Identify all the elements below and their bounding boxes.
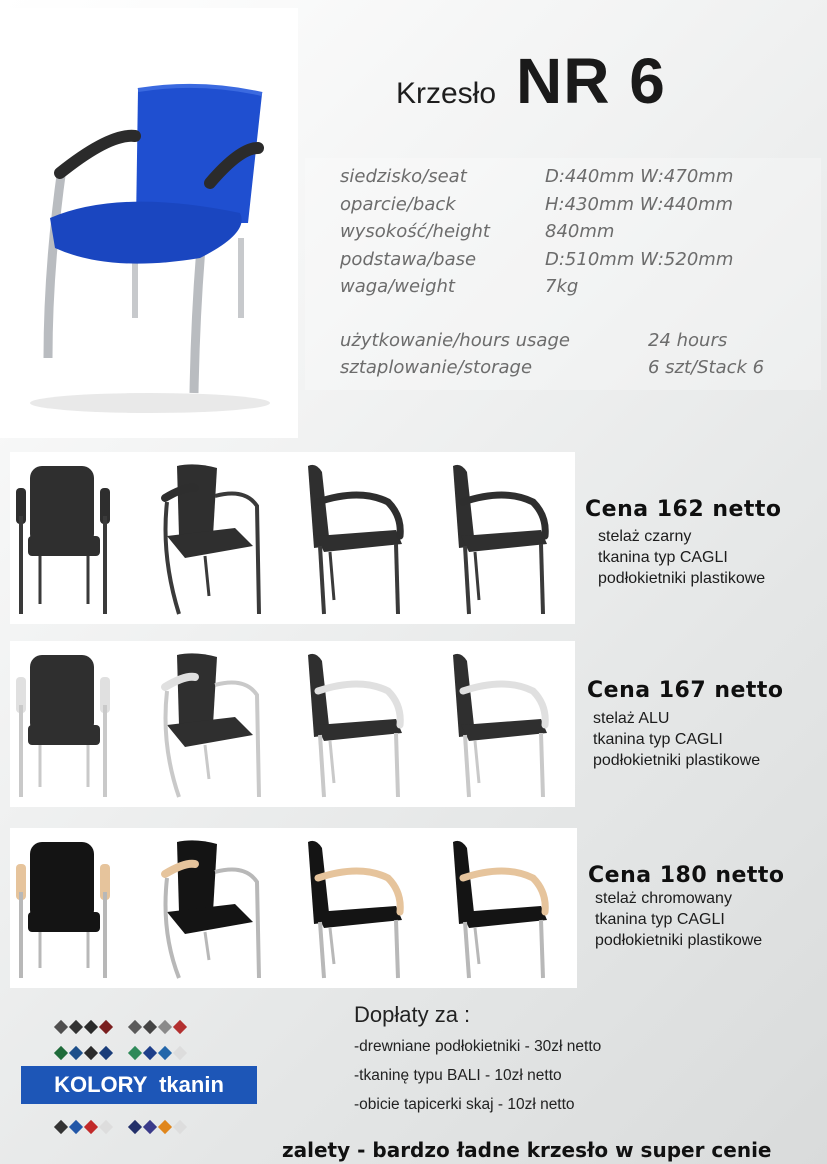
hero-chair-image xyxy=(0,8,298,438)
spec-value: D:440mm W:470mm xyxy=(545,166,734,187)
extras-item: -drewniane podłokietniki - 30zł netto xyxy=(354,1038,602,1055)
chair-view xyxy=(308,841,402,978)
color-swatch xyxy=(173,1046,187,1060)
chair-view xyxy=(16,655,110,797)
usage-label: sztaplowanie/storage xyxy=(340,357,533,378)
chair-armrest xyxy=(318,871,400,912)
detail-line: tkanina typ CAGLI xyxy=(593,731,723,748)
variant-chairs-3 xyxy=(10,828,577,988)
chair-backrest xyxy=(177,653,217,725)
title-model: NR 6 xyxy=(516,45,666,117)
chair-leg xyxy=(541,544,543,614)
chair-leg xyxy=(475,928,479,964)
variant-chairs-2 xyxy=(10,641,575,807)
chair-leg xyxy=(320,546,324,614)
hero-frame xyxy=(48,168,62,358)
usage-value: 6 szt/Stack 6 xyxy=(648,357,765,378)
spec-label: wysokość/height xyxy=(340,221,490,242)
variant-strip-3 xyxy=(10,828,577,988)
chair-leg xyxy=(330,928,334,964)
chair-frame xyxy=(166,502,180,614)
chair-backrest xyxy=(30,842,94,922)
chair-leg xyxy=(330,741,334,783)
variant-chairs-1 xyxy=(10,452,575,624)
detail-line: podłokietniki plastikowe xyxy=(593,752,761,769)
extras-item: -obicie tapicerki skaj - 10zł netto xyxy=(354,1096,575,1113)
detail-line: tkanina typ CAGLI xyxy=(598,549,728,566)
color-swatch xyxy=(173,1120,187,1134)
chair-view xyxy=(308,465,402,614)
spec-label: podstawa/base xyxy=(340,249,477,270)
chair-view xyxy=(453,465,547,614)
variant-strip-1 xyxy=(10,452,575,624)
chair-seat xyxy=(461,719,547,741)
chair-seat xyxy=(28,536,100,556)
spec-label: waga/weight xyxy=(340,276,455,297)
chair-leg xyxy=(320,735,324,797)
chair-frame xyxy=(166,878,180,978)
detail-line: stelaż ALU xyxy=(593,710,670,727)
usage-value: 24 hours xyxy=(648,330,728,351)
color-swatch xyxy=(158,1046,172,1060)
chair-leg xyxy=(205,556,209,596)
chair-backrest xyxy=(177,464,217,536)
hero-chair-illustration xyxy=(0,8,298,438)
chair-view xyxy=(16,466,110,614)
detail-line: tkanina typ CAGLI xyxy=(595,911,725,928)
usage-label: użytkowanie/hours usage xyxy=(340,330,570,351)
color-swatch xyxy=(143,1020,157,1034)
chair-leg xyxy=(396,733,398,797)
color-swatch xyxy=(84,1120,98,1134)
chair-frame xyxy=(166,691,180,797)
chair-leg xyxy=(465,922,469,978)
spec-value: 840mm xyxy=(545,221,615,242)
chair-seat xyxy=(316,719,402,741)
chair-leg xyxy=(465,735,469,797)
chair-leg xyxy=(320,922,324,978)
price-2: Cena 167 netto xyxy=(587,678,784,703)
chair-view xyxy=(308,654,402,797)
color-swatch xyxy=(128,1120,142,1134)
chair-armrest xyxy=(463,495,545,536)
color-swatch xyxy=(143,1046,157,1060)
chair-leg xyxy=(475,741,479,783)
chair-frame xyxy=(215,494,259,614)
hero-leg xyxy=(238,238,244,318)
color-swatch xyxy=(143,1120,157,1134)
spec-value: 7kg xyxy=(545,276,579,297)
price-3: Cena 180 netto xyxy=(588,863,785,888)
chair-view xyxy=(453,841,547,978)
color-swatch xyxy=(158,1020,172,1034)
swatch-row xyxy=(56,1122,185,1132)
spec-label: siedzisko/seat xyxy=(340,166,467,187)
chair-leg xyxy=(475,552,479,600)
chair-leg xyxy=(330,552,334,600)
chair-leg xyxy=(205,745,209,779)
footer-tagline: zalety - bardzo ładne krzesło w super cenie xyxy=(282,1138,772,1162)
detail-line: podłokietniki plastikowe xyxy=(598,570,766,587)
extras-item: -tkaninę typu BALI - 10zł netto xyxy=(354,1067,562,1084)
chair-leg xyxy=(541,733,543,797)
extras-title: Dopłaty za : xyxy=(354,1002,471,1027)
chair-seat xyxy=(28,725,100,745)
variant-3-details xyxy=(595,888,762,951)
color-swatch xyxy=(84,1046,98,1060)
color-swatch xyxy=(128,1046,142,1060)
hero-leg xyxy=(132,258,138,318)
page-title xyxy=(396,44,666,117)
color-swatch xyxy=(69,1046,83,1060)
detail-line: stelaż czarny xyxy=(598,528,692,545)
color-swatch xyxy=(54,1120,68,1134)
chair-seat xyxy=(316,906,402,928)
chair-view xyxy=(165,464,259,614)
chair-backrest xyxy=(177,840,217,912)
spec-panel xyxy=(305,158,821,390)
color-swatch xyxy=(84,1020,98,1034)
chair-view xyxy=(165,653,259,797)
color-swatch xyxy=(69,1120,83,1134)
chair-view xyxy=(165,840,259,978)
chair-seat xyxy=(316,530,402,552)
chair-leg xyxy=(205,932,209,960)
title-small: Krzesło xyxy=(396,77,497,110)
chair-armrest xyxy=(463,871,545,912)
swatch-row xyxy=(56,1048,185,1058)
color-swatch xyxy=(99,1120,113,1134)
chair-seat xyxy=(28,912,100,932)
chair-backrest xyxy=(30,655,94,735)
chair-leg xyxy=(396,544,398,614)
chair-seat xyxy=(461,530,547,552)
chair-armrest xyxy=(318,684,400,725)
chair-leg xyxy=(541,920,543,978)
chair-seat xyxy=(461,906,547,928)
swatch-row xyxy=(56,1022,185,1032)
chair-armrest xyxy=(463,684,545,725)
chair-armrest xyxy=(318,495,400,536)
color-swatch xyxy=(69,1020,83,1034)
chair-leg xyxy=(396,920,398,978)
chair-leg xyxy=(465,546,469,614)
price-1: Cena 162 netto xyxy=(585,497,782,522)
color-swatch xyxy=(158,1120,172,1134)
variant-strip-2 xyxy=(10,641,575,807)
chair-view xyxy=(16,842,110,978)
detail-line: podłokietniki plastikowe xyxy=(595,932,763,949)
detail-line: stelaż chromowany xyxy=(595,890,732,907)
spec-label: oparcie/back xyxy=(340,194,456,215)
colors-label: KOLORY tkanin xyxy=(21,1066,257,1104)
chair-backrest xyxy=(30,466,94,546)
color-swatch xyxy=(54,1020,68,1034)
variant-2-details xyxy=(593,708,760,771)
color-swatch xyxy=(99,1046,113,1060)
spec-value: H:430mm W:440mm xyxy=(545,194,734,215)
variant-1-details xyxy=(598,526,765,589)
color-swatch xyxy=(128,1020,142,1034)
color-swatch xyxy=(99,1020,113,1034)
chair-view xyxy=(453,654,547,797)
hero-seat xyxy=(50,202,242,264)
color-swatch xyxy=(54,1046,68,1060)
hero-armrest xyxy=(60,136,135,173)
spec-value: D:510mm W:520mm xyxy=(545,249,734,270)
color-swatch xyxy=(173,1020,187,1034)
